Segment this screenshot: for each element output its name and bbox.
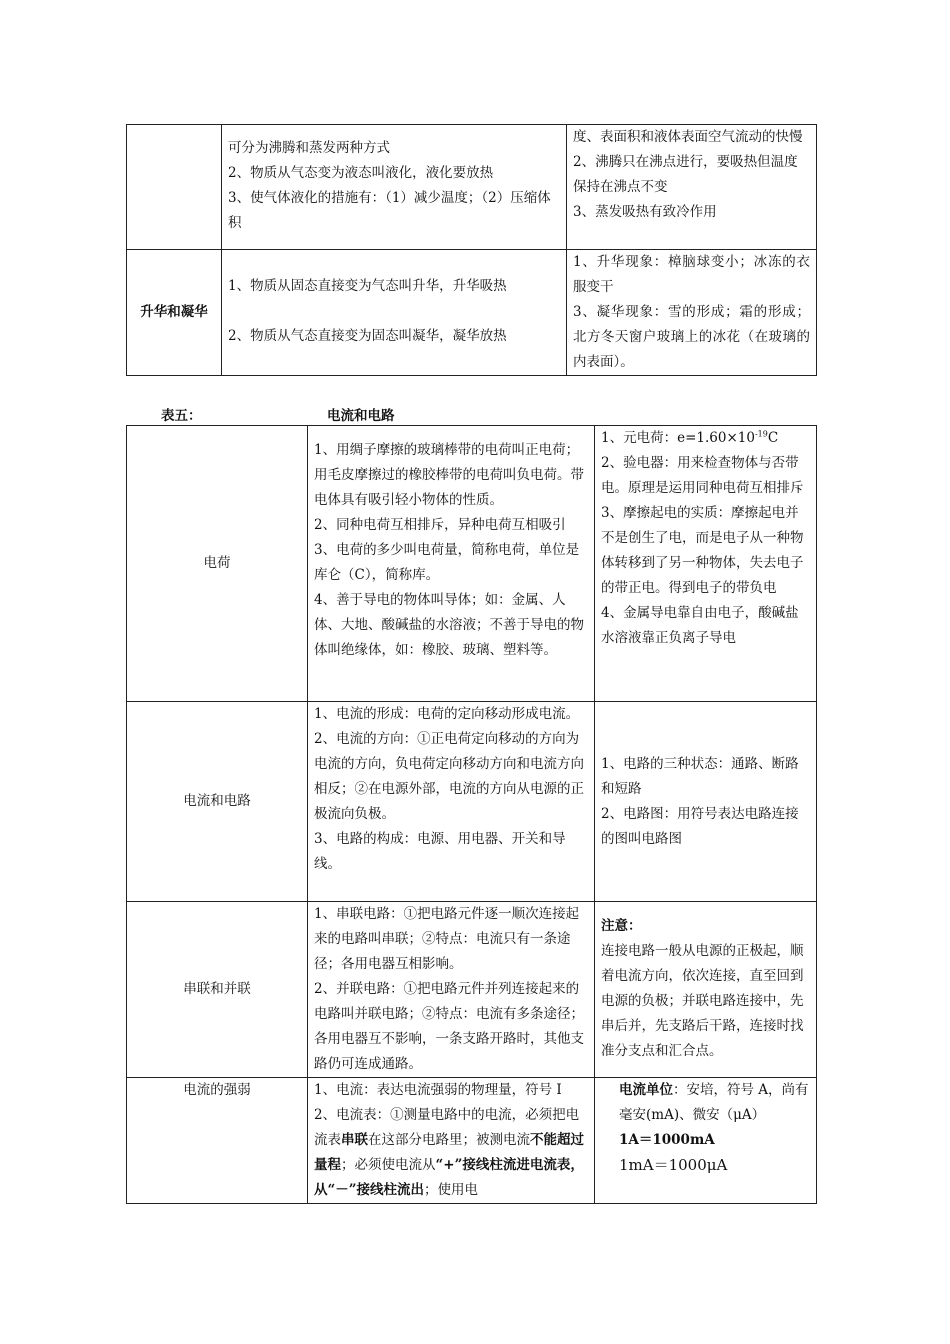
definition-cell bbox=[308, 426, 595, 702]
text-segment: ：安培，符号 A，尚有毫安(mA)、微安（μA） bbox=[619, 1082, 809, 1123]
notes-cell bbox=[595, 702, 817, 902]
notes-cell bbox=[595, 902, 817, 1078]
notes-cell bbox=[595, 1078, 817, 1204]
note-title: 注意： bbox=[601, 918, 642, 934]
table-row bbox=[127, 250, 817, 376]
unit: C bbox=[767, 430, 779, 446]
text-line: 3、蒸发吸热有致冷作用 bbox=[573, 204, 717, 220]
text-line bbox=[601, 1078, 810, 1128]
row-label: 升华和凝华 bbox=[127, 250, 222, 376]
definition-cell bbox=[308, 1078, 595, 1204]
emphasis: “+”接线柱流进电流表，从“－”接线柱流出 bbox=[314, 1157, 584, 1198]
text-segment: 2、电流表：①测量电路中的电流，必须把电流表 bbox=[314, 1107, 580, 1148]
elementary-charge-text: 1、元电荷：e=1.60×10 bbox=[601, 430, 755, 446]
row-label: 电流和电路 bbox=[127, 702, 308, 902]
table-4-continued bbox=[126, 124, 817, 376]
text-line: 2、并联电路：①把电路元件并列连接起来的电路叫并联电路；②特点：电流有多条途径；各用电器互不影响，一条支路开路时，其他支路仍可连成通路。 bbox=[314, 981, 584, 1072]
table-row bbox=[127, 1078, 817, 1204]
text-line: 2、电流的方向：①正电荷定向移动的方向为电流的方向，负电荷定向移动方向和电流方向相反；②在电源外部，电流的方向从电源的正极流向负极。 bbox=[314, 731, 584, 822]
emphasis: 不能超过量程 bbox=[314, 1132, 584, 1173]
text-line: 度、表面积和液体表面空气流动的快慢 bbox=[573, 129, 803, 145]
notes-cell bbox=[567, 125, 817, 250]
emphasis: 电流单位 bbox=[619, 1082, 673, 1098]
text-line bbox=[314, 1103, 588, 1203]
text-line: 连接电路一般从电源的正极起，顺着电流方向，依次连接，直至回到电源的负极；并联电路连接中，先串后并，先支路后干路，连接时找准分支点和汇合点。 bbox=[601, 943, 804, 1059]
table-caption-label: 表五： bbox=[161, 408, 202, 424]
text-segment: ；使用电 bbox=[424, 1182, 479, 1198]
text-line: 1、串联电路：①把电路元件逐一顺次连接起来的电路叫串联；②特点：电流只有一条途径；各用电器互相影响。 bbox=[314, 906, 580, 972]
text-line: 1、用绸子摩擦的玻璃棒带的电荷叫正电荷；用毛皮摩擦过的橡胶棒带的电荷叫负电荷。带电体具有吸引轻小物体的性质。 bbox=[314, 442, 584, 508]
table-caption-title: 电流和电路 bbox=[327, 408, 395, 424]
row-label: 电荷 bbox=[127, 426, 308, 702]
text-line: 2、物质从气态变为液态叫液化，液化要放热 bbox=[228, 165, 494, 181]
text-line: 3、凝华现象：雪的形成；霜的形成；北方冬天窗户玻璃上的冰花（在玻璃的内表面）。 bbox=[573, 304, 810, 370]
text-line: 2、同种电荷互相排斥，异种电荷互相吸引 bbox=[314, 517, 566, 533]
table-5 bbox=[126, 425, 817, 1204]
text-line: 2、物质从气态直接变为固态叫凝华，凝华放热 bbox=[228, 328, 507, 344]
text-segment: ；必须使电流从 bbox=[341, 1157, 436, 1173]
notes-cell bbox=[567, 250, 817, 376]
text-line: 1、电流的形成：电荷的定向移动形成电流。 bbox=[314, 706, 580, 722]
unit-equation: 1A＝1000mA bbox=[619, 1132, 715, 1148]
exponent: -19 bbox=[754, 429, 768, 439]
row-label: 串联和并联 bbox=[127, 902, 308, 1078]
text-line: 4、善于导电的物体叫导体；如：金属、人体、大地、酸碱盐的水溶液；不善于导电的物体叫绝缘体，如：橡胶、玻璃、塑料等。 bbox=[314, 592, 584, 658]
notes-cell bbox=[595, 426, 817, 702]
definition-cell bbox=[222, 125, 567, 250]
text-line: 可分为沸腾和蒸发两种方式 bbox=[228, 140, 390, 156]
text-segment: 在这部分电路里；被测电流 bbox=[368, 1132, 530, 1148]
text-line: 1、电流：表达电流强弱的物理量，符号 I bbox=[314, 1082, 562, 1098]
text-line: 3、电荷的多少叫电荷量，简称电荷，单位是库仑（C），简称库。 bbox=[314, 542, 580, 583]
unit-equation: 1mA＝1000μA bbox=[619, 1156, 728, 1174]
table-row bbox=[127, 702, 817, 902]
text-line: 1、物质从固态直接变为气态叫升华，升华吸热 bbox=[228, 278, 507, 294]
text-line: 2、电路图：用符号表达电路连接的图叫电路图 bbox=[601, 805, 799, 847]
table-row bbox=[127, 426, 817, 702]
definition-cell bbox=[308, 702, 595, 902]
text-line: 3、电路的构成：电源、用电器、开关和导线。 bbox=[314, 831, 566, 872]
text-line: 1、电路的三种状态：通路、断路和短路 bbox=[601, 755, 799, 797]
definition-cell bbox=[222, 250, 567, 376]
text-line bbox=[601, 426, 810, 451]
text-line: 1、升华现象：樟脑球变小；冰冻的衣服变干 bbox=[573, 254, 810, 295]
table-row bbox=[127, 902, 817, 1078]
row-label: 电流的强弱 bbox=[127, 1078, 308, 1204]
text-line: 2、验电器：用来检查物体与否带电。原理是运用同种电荷互相排斥 bbox=[601, 455, 804, 496]
definition-cell bbox=[308, 902, 595, 1078]
text-line: 3、使气体液化的措施有：（1）减少温度；（2）压缩体积 bbox=[228, 190, 551, 231]
text-line: 4、金属导电靠自由电子，酸碱盐水溶液靠正负离子导电 bbox=[601, 605, 799, 646]
table-row bbox=[127, 125, 817, 250]
text-line: 3、摩擦起电的实质：摩擦起电并不是创生了电，而是电子从一种物体转移到了另一种物体，失去电子的带正电。得到电子的带负电 bbox=[601, 505, 804, 596]
text-line: 2、沸腾只在沸点进行，要吸热但温度保持在沸点不变 bbox=[573, 154, 798, 195]
emphasis: 串联 bbox=[341, 1132, 368, 1148]
row-label bbox=[127, 125, 222, 250]
